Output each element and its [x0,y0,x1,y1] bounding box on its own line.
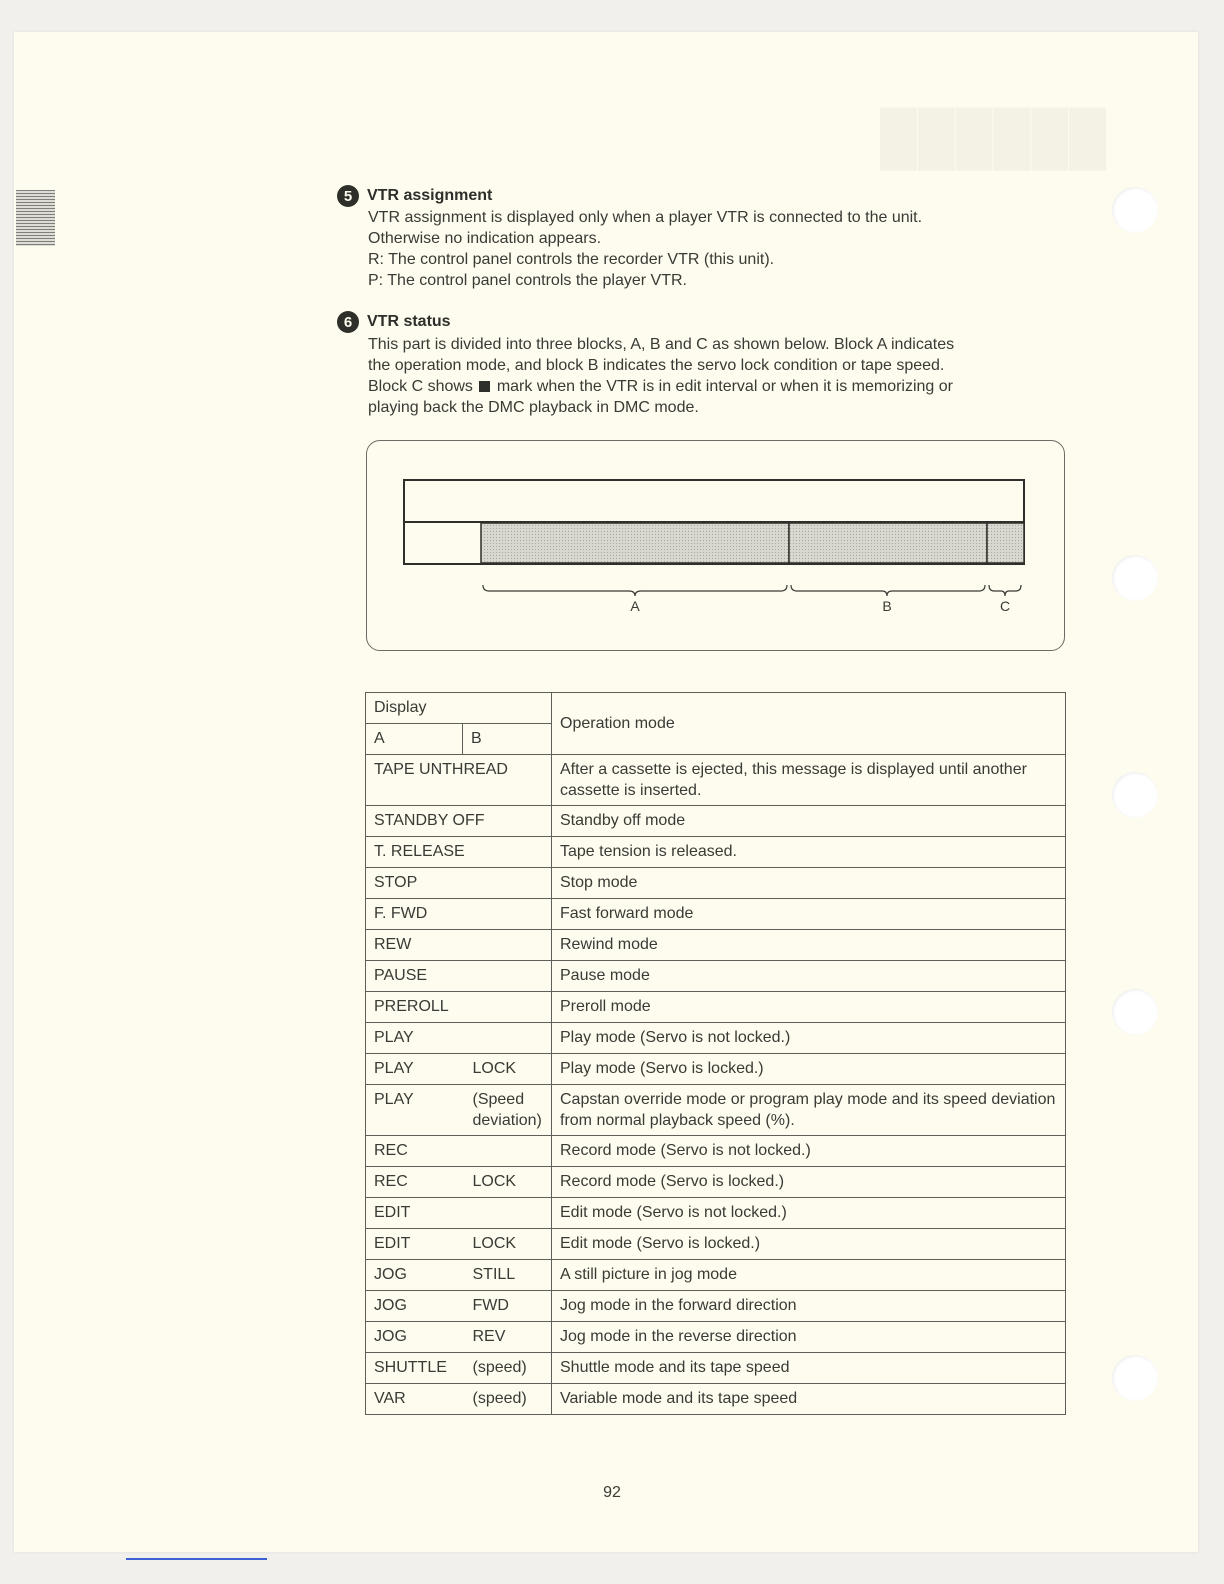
page-number: 92 [603,1484,621,1501]
display-b-cell: LOCK [463,1229,552,1260]
display-diagram [366,440,1065,651]
vtr-status-table [365,692,1066,1415]
display-a-cell: T. RELEASE [366,837,552,868]
table-row [366,806,1066,837]
operation-mode-cell: Pause mode [552,961,1066,992]
brace-b [791,585,985,596]
display-b-cell: (speed) [463,1384,552,1415]
operation-mode-cell: Record mode (Servo is not locked.) [552,1136,1066,1167]
body-text: Block C shows [368,378,473,395]
table-row [366,992,1066,1023]
display-a-cell: REC [366,1167,463,1198]
table-row [366,1085,1066,1136]
operation-mode-cell: Standby off mode [552,806,1066,837]
operation-mode-cell: Jog mode in the reverse direction [552,1322,1066,1353]
body-line: Otherwise no indication appears. [368,230,602,247]
table-row [366,1291,1066,1322]
body-line [368,376,1068,397]
operation-mode-cell: Tape tension is released. [552,837,1066,868]
operation-mode-cell: Preroll mode [552,992,1066,1023]
section-5-body [368,207,1068,291]
display-a-cell: EDIT [366,1198,552,1229]
operation-mode-cell: Play mode (Servo is not locked.) [552,1023,1066,1054]
table-row [366,1322,1066,1353]
display-a-cell: PLAY [366,1023,552,1054]
body-line: This part is divided into three blocks, A, B and C as shown below. Block A indicates [368,336,955,353]
section-number-6-icon: 6 [337,311,359,333]
operation-mode-cell: After a cassette is ejected, this message is displayed until another cassette is inserted. [552,755,1066,806]
display-b-cell: LOCK [463,1054,552,1085]
display-a-cell: TAPE UNTHREAD [366,755,552,806]
section-number-5-icon: 5 [337,185,359,207]
bleed-through-shadow: ██████ [880,109,1108,167]
binder-hole [1112,555,1158,601]
operation-mode-cell: Jog mode in the forward direction [552,1291,1066,1322]
header-b: B [463,724,552,755]
operation-mode-cell: Capstan override mode or program play mode and its speed deviation from normal playback speed (%). [552,1085,1066,1136]
display-a-cell: JOG [366,1322,463,1353]
display-b-cell: REV [463,1322,552,1353]
section-5-title: VTR assignment [367,187,493,204]
display-diagram-svg [367,441,1064,650]
header-a: A [366,724,463,755]
label-a: A [630,598,640,614]
header-display: Display [366,693,552,724]
display-b-cell: (speed) [463,1353,552,1384]
table-row [366,1353,1066,1384]
display-a-cell: STANDBY OFF [366,806,552,837]
body-line: the operation mode, and block B indicates the servo lock condition or tape speed. [368,357,945,374]
body-line: playing back the DMC playback in DMC mode. [368,399,699,416]
table-row [366,868,1066,899]
display-a-cell: F. FWD [366,899,552,930]
operation-mode-cell: Variable mode and its tape speed [552,1384,1066,1415]
viewer-link-underline [126,1558,267,1560]
section-5-heading [337,185,492,207]
operation-mode-cell: Stop mode [552,868,1066,899]
display-b-cell: (Speed deviation) [463,1085,552,1136]
display-a-cell: JOG [366,1291,463,1322]
body-text: mark when the VTR is in edit interval or when it is memorizing or [496,378,953,395]
table-row [366,1229,1066,1260]
binder-hole [1112,772,1158,818]
operation-mode-cell: Edit mode (Servo is locked.) [552,1229,1066,1260]
table-header-row [366,693,1066,724]
display-a-cell: STOP [366,868,552,899]
operation-mode-cell: Shuttle mode and its tape speed [552,1353,1066,1384]
block-c-area [987,523,1024,563]
black-square-icon [479,381,490,392]
table-body [366,755,1066,1415]
display-a-cell: PLAY [366,1054,463,1085]
display-a-cell: PREROLL [366,992,552,1023]
section-6-heading [337,311,451,333]
operation-mode-cell: Play mode (Servo is locked.) [552,1054,1066,1085]
display-b-cell: FWD [463,1291,552,1322]
table-row [366,1136,1066,1167]
table-row [366,755,1066,806]
block-b-area [789,523,987,563]
table-row [366,1054,1066,1085]
operation-mode-cell: Edit mode (Servo is not locked.) [552,1198,1066,1229]
label-c: C [999,598,1011,614]
operation-mode-cell: Fast forward mode [552,899,1066,930]
table-row [366,837,1066,868]
brace-a [483,585,787,596]
display-a-cell: PAUSE [366,961,552,992]
brace-c [989,585,1021,596]
table-row [366,961,1066,992]
display-a-cell: JOG [366,1260,463,1291]
table-row [366,1198,1066,1229]
body-line: VTR assignment is displayed only when a player VTR is connected to the unit. [368,209,923,226]
table-row [366,1384,1066,1415]
display-a-cell: EDIT [366,1229,463,1260]
section-edge-marker [16,190,55,246]
table-row [366,1260,1066,1291]
table-row [366,1167,1066,1198]
section-6-title: VTR status [367,313,451,330]
operation-mode-cell: Rewind mode [552,930,1066,961]
header-operation-mode: Operation mode [552,693,1066,755]
body-line: P: The control panel controls the player VTR. [368,272,687,289]
operation-mode-cell: A still picture in jog mode [552,1260,1066,1291]
table-row [366,899,1066,930]
table-row [366,1023,1066,1054]
operation-mode-cell: Record mode (Servo is locked.) [552,1167,1066,1198]
binder-hole [1112,989,1158,1035]
binder-hole [1112,1355,1158,1401]
binder-hole [1112,187,1158,233]
display-a-cell: SHUTTLE [366,1353,463,1384]
table-row [366,930,1066,961]
display-a-cell: PLAY [366,1085,463,1136]
section-6-body [368,334,1068,418]
body-line: R: The control panel controls the recorder VTR (this unit). [368,251,775,268]
display-b-cell: LOCK [463,1167,552,1198]
display-a-cell: REW [366,930,552,961]
label-b: B [882,598,892,614]
display-a-cell: REC [366,1136,552,1167]
block-a-area [481,523,789,563]
display-b-cell: STILL [463,1260,552,1291]
display-a-cell: VAR [366,1384,463,1415]
